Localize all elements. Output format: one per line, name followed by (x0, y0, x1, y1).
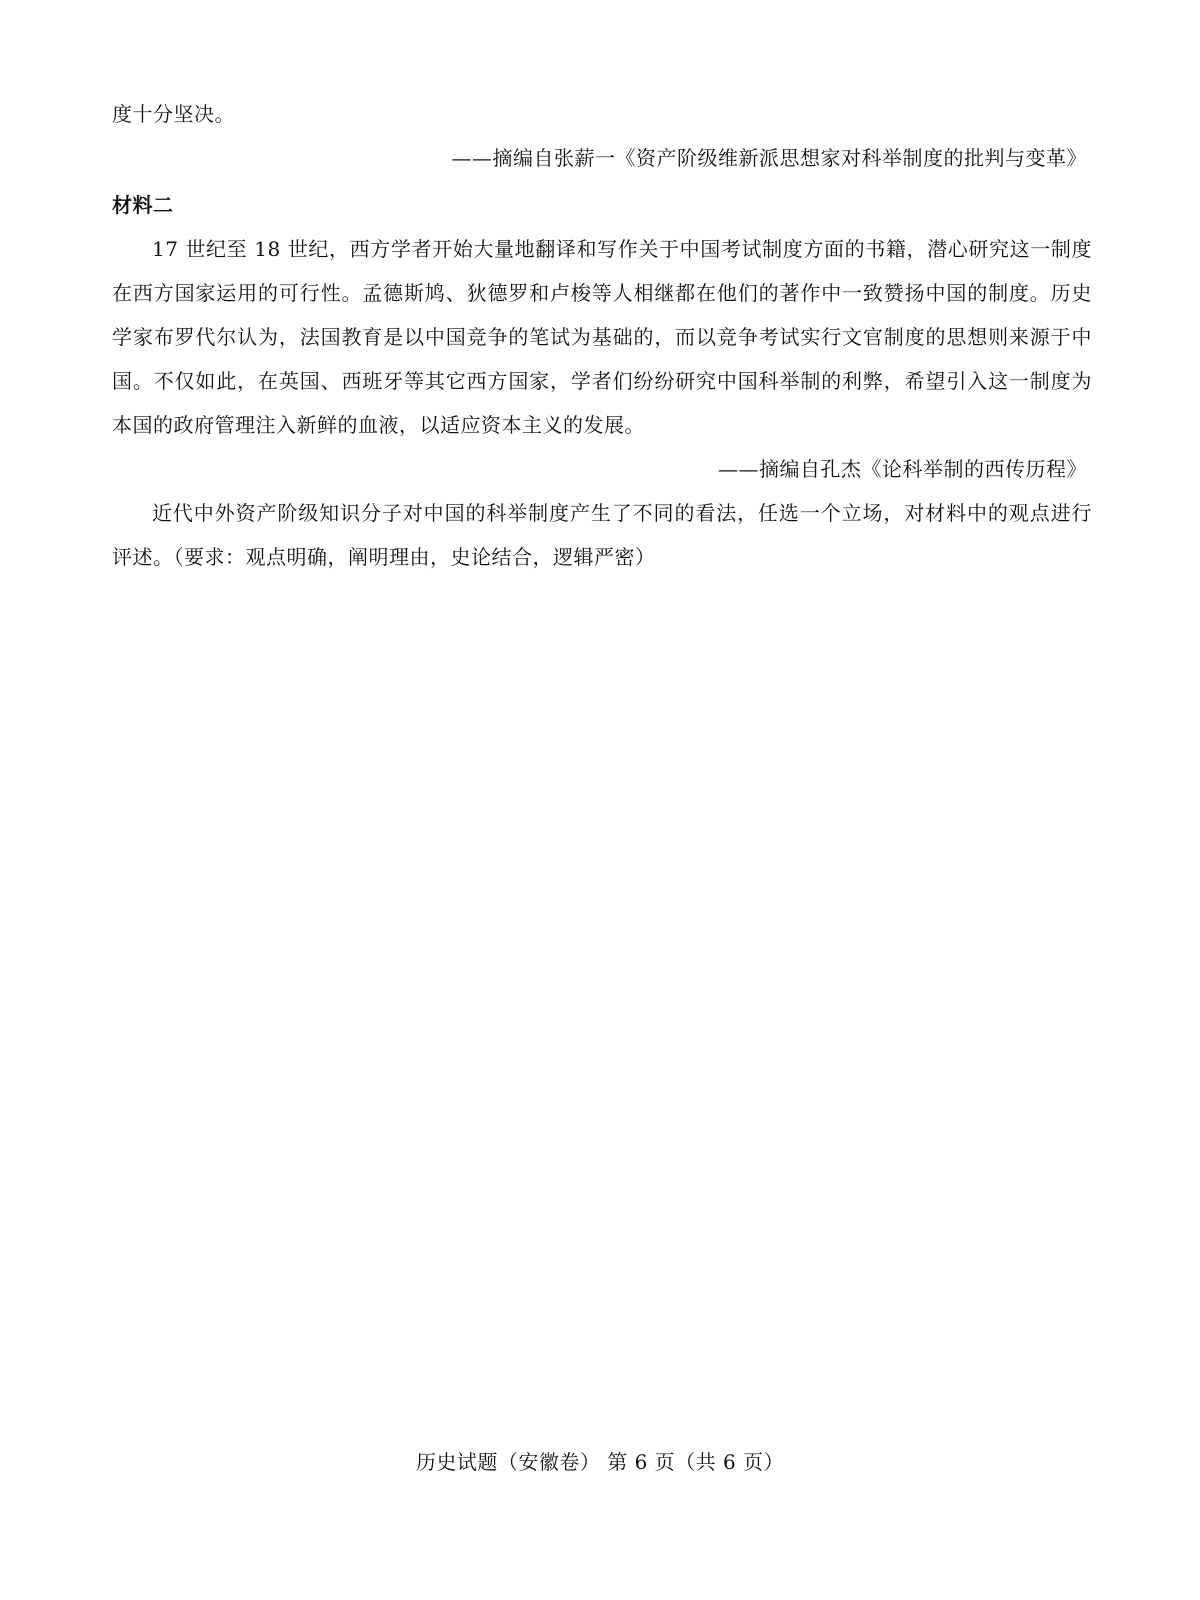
material-one-closing-line: 度十分坚决。 (112, 102, 235, 126)
material-two-source: ——摘编自孔杰《论科举制的西传历程》 (718, 457, 1087, 481)
material-two-line-4: 国。不仅如此，在英国、西班牙等其它西方国家，学者们纷纷研究中国科举制的利弊，希望引入这一制度为 (112, 369, 1092, 393)
material-one-source: ——摘编自张薪一《资产阶级维新派思想家对科举制度的批判与变革》 (451, 146, 1087, 170)
page-footer: 历史试题（安徽卷） 第 6 页（共 6 页） (415, 1450, 785, 1474)
material-two-line-5: 本国的政府管理注入新鲜的血液，以适应资本主义的发展。 (112, 413, 645, 437)
question-line-1: 近代中外资产阶级知识分子对中国的科举制度产生了不同的看法，任选一个立场，对材料中的观点进行 (152, 501, 1092, 525)
material-two-line-3: 学家布罗代尔认为，法国教育是以中国竞争的笔试为基础的，而以竞争考试实行文官制度的思想则来源于中 (112, 325, 1092, 349)
material-two-line-1: 17 世纪至 18 世纪，西方学者开始大量地翻译和写作关于中国考试制度方面的书籍，潜心研究这一制度 (152, 237, 1092, 261)
question-line-2: 评述。（要求：观点明确，阐明理由，史论结合，逻辑严密） (112, 545, 656, 569)
material-two-heading: 材料二 (112, 193, 174, 217)
material-two-line-2: 在西方国家运用的可行性。孟德斯鸠、狄德罗和卢梭等人相继都在他们的著作中一致赞扬中国的制度。历史 (112, 281, 1092, 305)
